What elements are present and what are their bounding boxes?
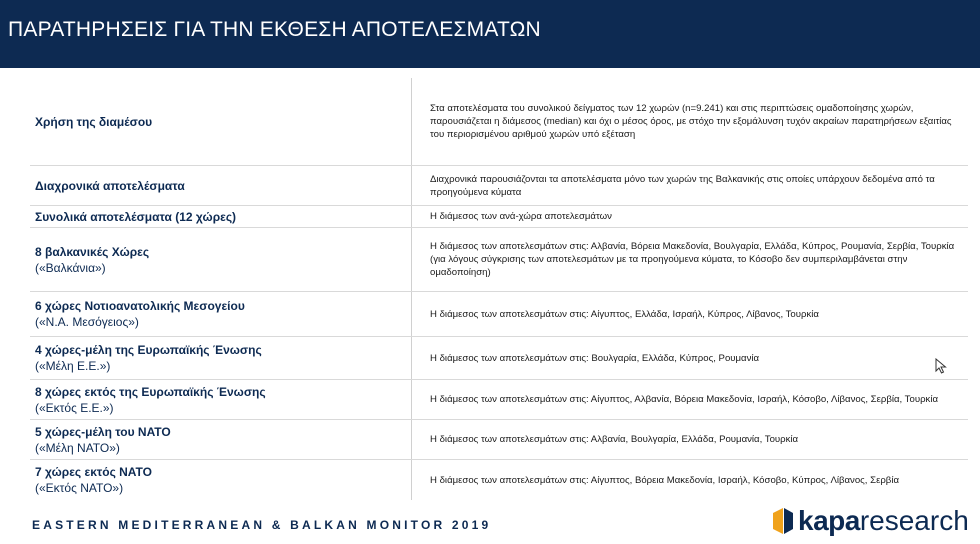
kapa-logo-mark-icon xyxy=(772,507,794,535)
page-title: ΠΑΡΑΤΗΡΗΣΕΙΣ ΓΙΑ ΤΗΝ ΕΚΘΕΣΗ ΑΠΟΤΕΛΕΣΜΑΤΩΝ xyxy=(8,18,541,41)
logo-research-text: research xyxy=(859,505,969,536)
row-description: Διαχρονικά παρουσιάζονται τα αποτελέσματα μόνο των χωρών της Βαλκανικής στις οποίες υπάρχουν δεδομένα από τα προηγούμενα κύματα xyxy=(430,173,935,198)
row-label-cell xyxy=(30,337,411,379)
row-subtitle: («Ν.Α. Μεσόγειος») xyxy=(35,315,139,329)
mouse-cursor-icon xyxy=(935,358,947,374)
row-title: 7 χώρες εκτός ΝΑΤΟ xyxy=(35,465,152,479)
row-description: Η διάμεσος των αποτελεσμάτων στις: Αίγυπτος, Ελλάδα, Ισραήλ, Κύπρος, Λίβανος, Τουρκία xyxy=(430,308,819,320)
row-subtitle: («Βαλκάνια») xyxy=(35,260,106,275)
table-row xyxy=(30,460,968,500)
table-row xyxy=(30,337,968,380)
row-label-cell xyxy=(30,228,411,291)
table-row xyxy=(30,166,968,206)
row-description: Η διάμεσος των αποτελεσμάτων στις: Αλβανία, Βουλγαρία, Ελλάδα, Ρουμανία, Τουρκία xyxy=(430,434,799,445)
table-row xyxy=(30,206,968,228)
table-row xyxy=(30,380,968,420)
row-title: Χρήση της διαμέσου xyxy=(35,114,153,129)
row-title: 5 χώρες-μέλη του ΝΑΤΟ xyxy=(35,424,171,439)
row-label-cell xyxy=(30,206,411,227)
row-label-cell xyxy=(30,380,411,419)
row-description: Η διάμεσος των αποτελεσμάτων στις: Αίγυπτος, Αλβανία, Βόρεια Μακεδονία, Ισραήλ, Κόσοβο, Λίβανος, Σερβία, Τουρκία xyxy=(430,394,938,405)
row-title: 6 χώρες Νοτιοανατολικής Μεσογείου xyxy=(35,299,245,313)
row-label-cell xyxy=(30,420,411,459)
table-row xyxy=(30,420,968,460)
table-row xyxy=(30,292,968,337)
row-subtitle: («Εκτός Ε.Ε.») xyxy=(35,400,114,415)
row-description: Η διάμεσος των αποτελεσμάτων στις: Αίγυπτος, Βόρεια Μακεδονία, Ισραήλ, Κόσοβο, Κύπρος, Λίβανος, Σερβία xyxy=(430,474,899,486)
row-label-cell xyxy=(30,166,411,205)
footer-title: EASTERN MEDITERRANEAN & BALKAN MONITOR 2019 xyxy=(32,518,492,532)
table-row xyxy=(30,78,968,166)
notes-table xyxy=(30,78,968,500)
logo-kapa-text: kapa xyxy=(798,505,860,536)
row-description: Η διάμεσος των ανά-χώρα αποτελεσμάτων xyxy=(430,211,612,222)
row-title: Συνολικά αποτελέσματα (12 χώρες) xyxy=(35,209,237,224)
header-bar xyxy=(0,0,980,68)
row-label-cell xyxy=(30,460,411,500)
row-subtitle: («Εκτός ΝΑΤΟ») xyxy=(35,481,124,495)
kapa-research-logo xyxy=(772,506,969,536)
row-title: 4 χώρες-μέλη της Ευρωπαϊκής Ένωσης xyxy=(35,343,262,357)
row-title: 8 χώρες εκτός της Ευρωπαϊκής Ένωσης xyxy=(35,384,266,399)
row-description: Η διάμεσος των αποτελεσμάτων στις: Βουλγαρία, Ελλάδα, Κύπρος, Ρουμανία xyxy=(430,352,760,364)
table-row xyxy=(30,228,968,292)
row-subtitle: («Μέλη ΝΑΤΟ») xyxy=(35,440,120,455)
row-title: Διαχρονικά αποτελέσματα xyxy=(35,178,185,193)
row-title: 8 βαλκανικές Χώρες xyxy=(35,244,150,259)
row-label-cell xyxy=(30,292,411,336)
row-subtitle: («Μέλη Ε.Ε.») xyxy=(35,359,111,373)
row-description: Στα αποτελέσματα του συνολικού δείγματος των 12 χωρών (n=9.241) και στις περιπτώσεις ομαδοποίησης χωρών, παρουσιάζεται η διάμεσος (median) και όχι ο μέσος όρος, με στόχο την εξομάλυνση τυχόν ακραίων παρατηρήσεων εξαιτίας του περιορισμένου αριθμού χωρών υπό εξέταση xyxy=(430,103,952,140)
row-label-cell xyxy=(30,78,411,165)
row-description: Η διάμεσος των αποτελεσμάτων στις: Αλβανία, Βόρεια Μακεδονία, Βουλγαρία, Ελλάδα, Κύπρος, Ρουμανία, Σερβία, Τουρκία (για λόγους σύγκρισης των αποτελεσμάτων με τα προηγούμενα κύματα, το Κόσοβο δεν συμπεριλαμβάνεται στην ομαδοποίηση) xyxy=(430,241,955,278)
